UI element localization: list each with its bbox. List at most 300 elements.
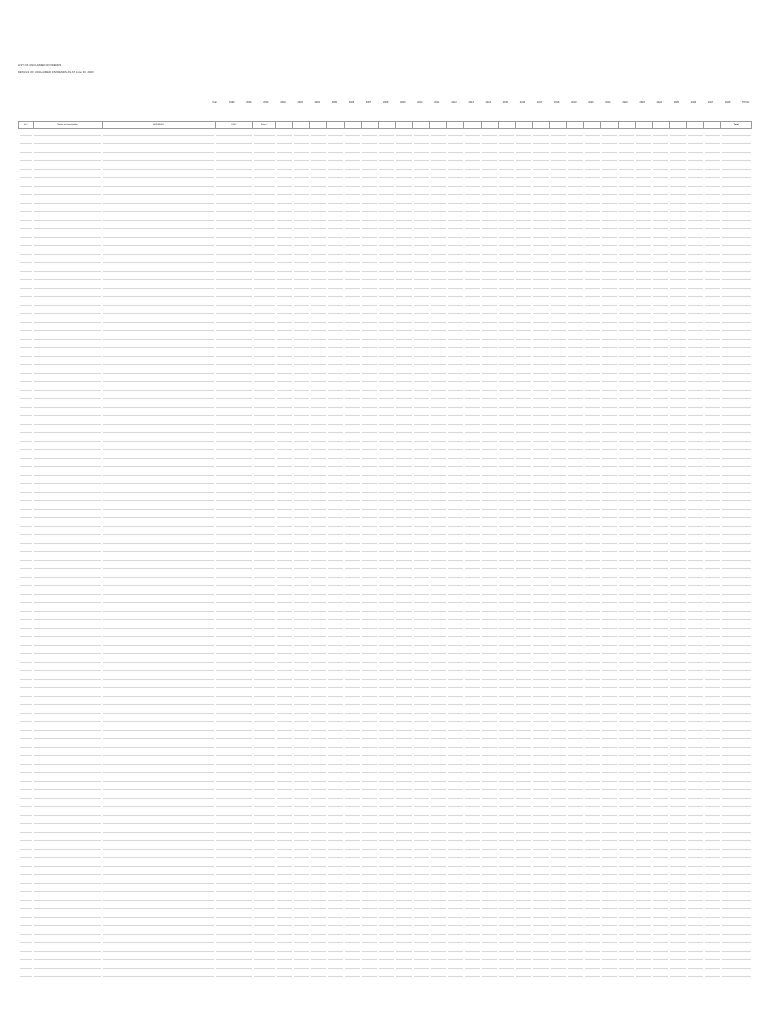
table-cell xyxy=(253,605,276,614)
table-cell xyxy=(215,852,253,861)
table-cell xyxy=(395,486,412,495)
table-cell xyxy=(567,945,584,954)
table-cell xyxy=(464,410,481,419)
table-cell xyxy=(447,911,464,920)
table-cell xyxy=(310,520,327,529)
table-cell xyxy=(498,707,515,716)
table-cell xyxy=(704,163,721,172)
table-cell xyxy=(33,231,102,240)
table-cell xyxy=(361,333,378,342)
table-cell xyxy=(687,427,704,436)
table-cell xyxy=(447,316,464,325)
table-cell xyxy=(584,452,601,461)
table-cell xyxy=(344,214,361,223)
table-cell xyxy=(464,648,481,657)
table-cell xyxy=(310,452,327,461)
table-cell xyxy=(327,775,344,784)
table-cell xyxy=(532,418,549,427)
table-cell xyxy=(618,427,635,436)
table-cell xyxy=(327,877,344,886)
table-cell xyxy=(464,206,481,215)
table-cell xyxy=(635,792,652,801)
column-header xyxy=(704,122,721,129)
table-cell xyxy=(310,843,327,852)
table-cell xyxy=(395,665,412,674)
table-cell xyxy=(327,724,344,733)
table-cell xyxy=(464,486,481,495)
table-cell xyxy=(327,554,344,563)
table-cell xyxy=(395,155,412,164)
table-cell xyxy=(532,648,549,657)
table-cell xyxy=(253,265,276,274)
table-cell xyxy=(276,877,293,886)
table-cell xyxy=(515,291,532,300)
table-cell xyxy=(395,835,412,844)
column-header: CNIC xyxy=(215,122,253,129)
table-cell xyxy=(276,444,293,453)
table-cell xyxy=(498,274,515,283)
table-cell xyxy=(310,172,327,181)
table-cell xyxy=(721,775,752,784)
table-cell xyxy=(19,937,34,946)
table-cell xyxy=(721,580,752,589)
table-cell xyxy=(33,316,102,325)
table-cell xyxy=(704,954,721,963)
table-cell xyxy=(498,648,515,657)
table-cell xyxy=(361,852,378,861)
table-cell xyxy=(669,554,686,563)
table-cell xyxy=(293,614,310,623)
table-cell xyxy=(327,206,344,215)
table-row xyxy=(19,860,752,869)
table-cell xyxy=(687,920,704,929)
table-cell xyxy=(413,333,430,342)
table-cell xyxy=(515,699,532,708)
table-cell xyxy=(293,707,310,716)
table-cell xyxy=(635,809,652,818)
table-cell xyxy=(327,682,344,691)
table-cell xyxy=(327,656,344,665)
table-cell xyxy=(635,537,652,546)
table-cell xyxy=(652,469,669,478)
table-cell xyxy=(215,716,253,725)
table-cell xyxy=(532,155,549,164)
table-cell xyxy=(481,699,498,708)
table-cell xyxy=(253,750,276,759)
table-cell xyxy=(293,546,310,555)
year-label: 2024 xyxy=(656,101,662,104)
table-cell xyxy=(464,359,481,368)
table-cell xyxy=(102,656,215,665)
table-cell xyxy=(515,580,532,589)
table-cell xyxy=(687,146,704,155)
table-cell xyxy=(215,775,253,784)
table-cell xyxy=(413,758,430,767)
table-cell xyxy=(276,741,293,750)
table-cell xyxy=(447,707,464,716)
table-row xyxy=(19,478,752,487)
table-cell xyxy=(395,248,412,257)
table-cell xyxy=(378,520,395,529)
table-cell xyxy=(567,367,584,376)
table-cell xyxy=(515,444,532,453)
table-row xyxy=(19,248,752,257)
table-cell xyxy=(413,546,430,555)
table-cell xyxy=(721,767,752,776)
table-cell xyxy=(293,673,310,682)
year-label: 2013 xyxy=(468,101,474,104)
table-cell xyxy=(584,928,601,937)
table-cell xyxy=(253,801,276,810)
table-cell xyxy=(310,835,327,844)
table-cell xyxy=(395,682,412,691)
table-cell xyxy=(430,716,447,725)
table-cell xyxy=(601,512,618,521)
table-cell xyxy=(498,469,515,478)
table-cell xyxy=(293,469,310,478)
year-label: 2000 xyxy=(246,101,252,104)
table-cell xyxy=(515,843,532,852)
table-cell xyxy=(464,435,481,444)
table-cell xyxy=(601,758,618,767)
table-cell xyxy=(464,138,481,147)
table-cell xyxy=(567,478,584,487)
table-cell xyxy=(430,707,447,716)
table-cell xyxy=(344,129,361,138)
table-cell xyxy=(447,478,464,487)
table-cell xyxy=(652,231,669,240)
table-cell xyxy=(253,733,276,742)
table-cell xyxy=(293,342,310,351)
table-cell xyxy=(704,699,721,708)
table-cell xyxy=(413,962,430,971)
table-cell xyxy=(687,401,704,410)
table-cell xyxy=(669,520,686,529)
table-cell xyxy=(687,826,704,835)
table-cell xyxy=(344,945,361,954)
table-cell xyxy=(618,750,635,759)
table-cell xyxy=(215,750,253,759)
table-cell xyxy=(310,580,327,589)
table-cell xyxy=(215,571,253,580)
table-cell xyxy=(652,478,669,487)
table-cell xyxy=(550,886,567,895)
table-cell xyxy=(669,401,686,410)
table-cell xyxy=(215,257,253,266)
table-cell xyxy=(361,792,378,801)
table-cell xyxy=(567,792,584,801)
table-cell xyxy=(378,571,395,580)
table-cell xyxy=(584,877,601,886)
table-cell xyxy=(253,903,276,912)
table-cell xyxy=(215,648,253,657)
table-cell xyxy=(310,478,327,487)
table-cell xyxy=(293,860,310,869)
table-cell xyxy=(344,911,361,920)
table-cell xyxy=(253,869,276,878)
table-row xyxy=(19,580,752,589)
table-cell xyxy=(253,962,276,971)
table-cell xyxy=(498,418,515,427)
table-cell xyxy=(447,469,464,478)
table-cell xyxy=(704,741,721,750)
table-cell xyxy=(601,767,618,776)
table-cell xyxy=(447,597,464,606)
table-cell xyxy=(481,308,498,317)
table-cell xyxy=(102,299,215,308)
table-cell xyxy=(215,435,253,444)
table-cell xyxy=(532,656,549,665)
table-cell xyxy=(584,350,601,359)
table-cell xyxy=(310,682,327,691)
table-cell xyxy=(395,427,412,436)
table-cell xyxy=(687,648,704,657)
table-cell xyxy=(515,257,532,266)
table-cell xyxy=(498,401,515,410)
table-cell xyxy=(19,316,34,325)
table-cell xyxy=(253,452,276,461)
table-cell xyxy=(652,886,669,895)
table-row xyxy=(19,937,752,946)
table-cell xyxy=(567,257,584,266)
table-cell xyxy=(344,724,361,733)
table-cell xyxy=(293,809,310,818)
table-cell xyxy=(721,877,752,886)
table-cell xyxy=(253,614,276,623)
table-cell xyxy=(395,435,412,444)
table-cell xyxy=(635,231,652,240)
table-cell xyxy=(532,792,549,801)
table-cell xyxy=(310,129,327,138)
table-cell xyxy=(344,265,361,274)
table-cell xyxy=(395,690,412,699)
table-cell xyxy=(721,384,752,393)
table-cell xyxy=(344,741,361,750)
table-cell xyxy=(378,333,395,342)
table-cell xyxy=(515,962,532,971)
table-cell xyxy=(413,750,430,759)
table-cell xyxy=(102,843,215,852)
table-cell xyxy=(413,580,430,589)
table-row xyxy=(19,129,752,138)
table-cell xyxy=(33,350,102,359)
table-cell xyxy=(19,265,34,274)
table-cell xyxy=(618,639,635,648)
table-cell xyxy=(293,775,310,784)
table-cell xyxy=(584,622,601,631)
table-cell xyxy=(687,129,704,138)
table-cell xyxy=(532,903,549,912)
table-cell xyxy=(19,605,34,614)
table-cell xyxy=(344,665,361,674)
table-cell xyxy=(550,928,567,937)
table-cell xyxy=(687,750,704,759)
table-cell xyxy=(532,223,549,232)
table-cell xyxy=(447,622,464,631)
table-cell xyxy=(601,461,618,470)
table-cell xyxy=(19,163,34,172)
table-cell xyxy=(481,401,498,410)
table-cell xyxy=(721,223,752,232)
table-cell xyxy=(293,393,310,402)
table-cell xyxy=(601,520,618,529)
table-cell xyxy=(532,741,549,750)
table-cell xyxy=(361,945,378,954)
table-cell xyxy=(550,792,567,801)
table-cell xyxy=(293,903,310,912)
table-cell xyxy=(635,240,652,249)
table-cell xyxy=(584,299,601,308)
table-cell xyxy=(344,903,361,912)
table-cell xyxy=(567,563,584,572)
table-cell xyxy=(102,197,215,206)
table-cell xyxy=(215,214,253,223)
table-cell xyxy=(33,580,102,589)
table-cell xyxy=(584,265,601,274)
table-cell xyxy=(498,265,515,274)
table-cell xyxy=(652,486,669,495)
table-cell xyxy=(413,648,430,657)
table-cell xyxy=(327,945,344,954)
table-cell xyxy=(498,206,515,215)
table-cell xyxy=(378,197,395,206)
table-cell xyxy=(584,197,601,206)
table-cell xyxy=(704,852,721,861)
table-cell xyxy=(704,962,721,971)
table-cell xyxy=(19,401,34,410)
table-cell xyxy=(19,648,34,657)
table-cell xyxy=(601,350,618,359)
table-cell xyxy=(652,257,669,266)
table-cell xyxy=(253,248,276,257)
table-row xyxy=(19,427,752,436)
table-cell xyxy=(584,563,601,572)
table-cell xyxy=(550,333,567,342)
table-cell xyxy=(515,903,532,912)
table-cell xyxy=(652,724,669,733)
table-cell xyxy=(618,537,635,546)
table-cell xyxy=(413,563,430,572)
table-cell xyxy=(601,248,618,257)
table-cell xyxy=(704,682,721,691)
table-cell xyxy=(310,818,327,827)
table-cell xyxy=(102,410,215,419)
year-label: 2009 xyxy=(400,101,406,104)
table-cell xyxy=(344,758,361,767)
table-cell xyxy=(33,444,102,453)
table-cell xyxy=(635,308,652,317)
table-cell xyxy=(567,333,584,342)
table-cell xyxy=(652,282,669,291)
table-cell xyxy=(601,325,618,334)
table-cell xyxy=(601,197,618,206)
table-cell xyxy=(413,673,430,682)
table-cell xyxy=(378,444,395,453)
table-cell xyxy=(721,444,752,453)
table-cell xyxy=(704,563,721,572)
table-cell xyxy=(584,614,601,623)
table-row xyxy=(19,614,752,623)
table-cell xyxy=(413,342,430,351)
table-cell xyxy=(378,724,395,733)
table-cell xyxy=(102,342,215,351)
table-cell xyxy=(550,724,567,733)
table-cell xyxy=(276,588,293,597)
table-cell xyxy=(344,656,361,665)
table-cell xyxy=(652,665,669,674)
table-cell xyxy=(687,520,704,529)
table-cell xyxy=(215,928,253,937)
table-cell xyxy=(498,376,515,385)
table-cell xyxy=(413,529,430,538)
table-cell xyxy=(361,699,378,708)
table-cell xyxy=(704,843,721,852)
table-cell xyxy=(327,937,344,946)
table-cell xyxy=(601,384,618,393)
table-cell xyxy=(601,707,618,716)
table-cell xyxy=(19,656,34,665)
table-cell xyxy=(584,546,601,555)
table-cell xyxy=(430,665,447,674)
table-cell xyxy=(669,818,686,827)
table-row xyxy=(19,163,752,172)
table-cell xyxy=(447,342,464,351)
table-cell xyxy=(515,716,532,725)
table-cell xyxy=(687,469,704,478)
table-cell xyxy=(481,563,498,572)
table-cell xyxy=(361,843,378,852)
table-cell xyxy=(33,767,102,776)
table-cell xyxy=(618,954,635,963)
table-cell xyxy=(253,376,276,385)
table-cell xyxy=(687,333,704,342)
table-cell xyxy=(515,784,532,793)
year-label: 2010 xyxy=(417,101,423,104)
table-cell xyxy=(276,308,293,317)
table-cell xyxy=(276,597,293,606)
table-cell xyxy=(567,393,584,402)
table-cell xyxy=(430,639,447,648)
table-cell xyxy=(344,792,361,801)
table-cell xyxy=(430,886,447,895)
table-cell xyxy=(276,809,293,818)
table-cell xyxy=(378,928,395,937)
table-cell xyxy=(378,512,395,521)
table-cell xyxy=(515,469,532,478)
table-cell xyxy=(215,520,253,529)
table-cell xyxy=(550,180,567,189)
table-cell xyxy=(669,316,686,325)
table-cell xyxy=(567,860,584,869)
table-cell xyxy=(704,486,721,495)
table-cell xyxy=(532,733,549,742)
table-cell xyxy=(652,291,669,300)
table-cell xyxy=(704,146,721,155)
table-cell xyxy=(361,282,378,291)
table-cell xyxy=(687,189,704,198)
table-cell xyxy=(532,690,549,699)
table-cell xyxy=(276,631,293,640)
table-cell xyxy=(652,546,669,555)
table-cell xyxy=(550,308,567,317)
table-cell xyxy=(102,257,215,266)
table-cell xyxy=(584,860,601,869)
table-cell xyxy=(704,180,721,189)
table-cell xyxy=(481,784,498,793)
table-cell xyxy=(567,920,584,929)
table-cell xyxy=(327,818,344,827)
table-cell xyxy=(618,554,635,563)
